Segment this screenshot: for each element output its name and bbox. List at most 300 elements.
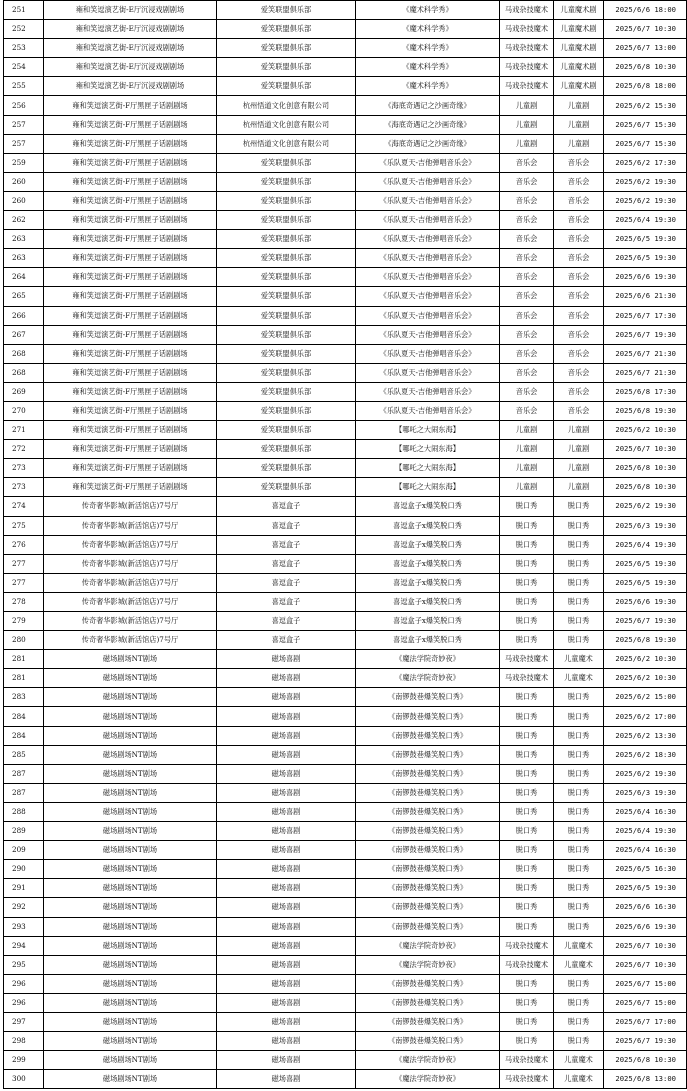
subcategory-cell: 音乐会 xyxy=(554,344,604,363)
venue-cell: 雍和笑逗演艺街-F厅黑匣子话剧剧场 xyxy=(44,249,217,268)
category-cell: 音乐会 xyxy=(500,191,554,210)
subcategory-cell: 音乐会 xyxy=(554,211,604,230)
venue-cell: 雍和笑逗演艺街-F厅黑匣子话剧剧场 xyxy=(44,268,217,287)
category-cell: 脱口秀 xyxy=(500,1032,554,1051)
table-row xyxy=(4,306,687,325)
category-cell: 脱口秀 xyxy=(500,592,554,611)
show-title-cell: 【哪吒之大闹东海】 xyxy=(356,478,500,497)
subcategory-cell: 儿童剧 xyxy=(554,421,604,440)
organizer-cell: 爱笑联盟俱乐部 xyxy=(217,459,356,478)
table-row xyxy=(4,688,687,707)
show-time-cell: 2025/6/8 19:30 xyxy=(604,401,687,420)
table-row xyxy=(4,249,687,268)
show-time-cell: 2025/6/8 17:30 xyxy=(604,382,687,401)
category-cell: 马戏杂技魔术 xyxy=(500,1051,554,1070)
show-time-cell: 2025/6/2 10:30 xyxy=(604,669,687,688)
category-cell: 音乐会 xyxy=(500,325,554,344)
category-cell: 脱口秀 xyxy=(500,497,554,516)
subcategory-cell: 脱口秀 xyxy=(554,631,604,650)
show-time-cell: 2025/6/4 16:30 xyxy=(604,841,687,860)
table-row xyxy=(4,554,687,573)
show-title-cell: 《南锣鼓巷爆笑脱口秀》 xyxy=(356,1012,500,1031)
category-cell: 音乐会 xyxy=(500,211,554,230)
show-title-cell: 《乐队夏天-吉他弹唱音乐会》 xyxy=(356,287,500,306)
venue-cell: 磁场剧场NT剧场 xyxy=(44,822,217,841)
row-number-cell: 287 xyxy=(4,783,44,802)
show-title-cell: 《海底奇遇记之沙画奇缘》 xyxy=(356,96,500,115)
venue-cell: 传奇奢华影城(新活馆店)7号厅 xyxy=(44,554,217,573)
venue-cell: 磁场剧场NT剧场 xyxy=(44,783,217,802)
show-time-cell: 2025/6/5 19:30 xyxy=(604,879,687,898)
organizer-cell: 喜逗盒子 xyxy=(217,573,356,592)
subcategory-cell: 儿童魔术剧 xyxy=(554,39,604,58)
organizer-cell: 喜逗盒子 xyxy=(217,497,356,516)
venue-cell: 雍和笑逗演艺街-E厅沉浸戏剧剧场 xyxy=(44,77,217,96)
show-time-cell: 2025/6/4 19:30 xyxy=(604,822,687,841)
venue-cell: 雍和笑逗演艺街-F厅黑匣子话剧剧场 xyxy=(44,325,217,344)
subcategory-cell: 音乐会 xyxy=(554,230,604,249)
show-time-cell: 2025/6/2 19:30 xyxy=(604,191,687,210)
show-time-cell: 2025/6/2 10:30 xyxy=(604,650,687,669)
organizer-cell: 爱笑联盟俱乐部 xyxy=(217,58,356,77)
venue-cell: 雍和笑逗演艺街-E厅沉浸戏剧剧场 xyxy=(44,39,217,58)
show-time-cell: 2025/6/7 21:30 xyxy=(604,363,687,382)
show-title-cell: 《魔法学院奇妙夜》 xyxy=(356,955,500,974)
show-title-cell: 【哪吒之大闹东海】 xyxy=(356,459,500,478)
show-title-cell: 喜逗盒子x爆笑脱口秀 xyxy=(356,554,500,573)
organizer-cell: 磁场喜剧 xyxy=(217,993,356,1012)
organizer-cell: 磁场喜剧 xyxy=(217,822,356,841)
show-title-cell: 《南锣鼓巷爆笑脱口秀》 xyxy=(356,707,500,726)
show-title-cell: 《南锣鼓巷爆笑脱口秀》 xyxy=(356,688,500,707)
row-number-cell: 296 xyxy=(4,974,44,993)
subcategory-cell: 音乐会 xyxy=(554,401,604,420)
show-time-cell: 2025/6/6 16:30 xyxy=(604,898,687,917)
row-number-cell: 268 xyxy=(4,344,44,363)
subcategory-cell: 音乐会 xyxy=(554,268,604,287)
row-number-cell: 300 xyxy=(4,1070,44,1089)
category-cell: 马戏杂技魔术 xyxy=(500,20,554,39)
table-row xyxy=(4,268,687,287)
organizer-cell: 磁场喜剧 xyxy=(217,879,356,898)
subcategory-cell: 脱口秀 xyxy=(554,707,604,726)
organizer-cell: 磁场喜剧 xyxy=(217,783,356,802)
row-number-cell: 284 xyxy=(4,726,44,745)
table-row xyxy=(4,631,687,650)
table-row xyxy=(4,860,687,879)
table-row xyxy=(4,459,687,478)
subcategory-cell: 音乐会 xyxy=(554,363,604,382)
table-row xyxy=(4,421,687,440)
show-title-cell: 喜逗盒子x爆笑脱口秀 xyxy=(356,497,500,516)
table-row xyxy=(4,478,687,497)
table-row xyxy=(4,745,687,764)
organizer-cell: 磁场喜剧 xyxy=(217,841,356,860)
show-time-cell: 2025/6/8 19:30 xyxy=(604,631,687,650)
row-number-cell: 292 xyxy=(4,898,44,917)
venue-cell: 雍和笑逗演艺街-E厅沉浸戏剧剧场 xyxy=(44,1,217,20)
table-row xyxy=(4,497,687,516)
show-time-cell: 2025/6/7 13:00 xyxy=(604,39,687,58)
row-number-cell: 281 xyxy=(4,669,44,688)
venue-cell: 磁场剧场NT剧场 xyxy=(44,917,217,936)
table-row xyxy=(4,936,687,955)
venue-cell: 传奇奢华影城(新活馆店)7号厅 xyxy=(44,592,217,611)
category-cell: 脱口秀 xyxy=(500,974,554,993)
show-time-cell: 2025/6/8 10:30 xyxy=(604,478,687,497)
table-row xyxy=(4,1070,687,1089)
category-cell: 脱口秀 xyxy=(500,802,554,821)
category-cell: 儿童剧 xyxy=(500,459,554,478)
row-number-cell: 265 xyxy=(4,287,44,306)
venue-cell: 雍和笑逗演艺街-F厅黑匣子话剧剧场 xyxy=(44,344,217,363)
show-time-cell: 2025/6/8 10:30 xyxy=(604,459,687,478)
organizer-cell: 磁场喜剧 xyxy=(217,1051,356,1070)
table-row xyxy=(4,20,687,39)
table-row xyxy=(4,115,687,134)
venue-cell: 传奇奢华影城(新活馆店)7号厅 xyxy=(44,516,217,535)
show-title-cell: 喜逗盒子x爆笑脱口秀 xyxy=(356,592,500,611)
category-cell: 脱口秀 xyxy=(500,993,554,1012)
show-title-cell: 《南锣鼓巷爆笑脱口秀》 xyxy=(356,841,500,860)
show-time-cell: 2025/6/3 19:30 xyxy=(604,783,687,802)
row-number-cell: 288 xyxy=(4,802,44,821)
venue-cell: 雍和笑逗演艺街-E厅沉浸戏剧剧场 xyxy=(44,58,217,77)
row-number-cell: 271 xyxy=(4,421,44,440)
row-number-cell: 259 xyxy=(4,153,44,172)
venue-cell: 传奇奢华影城(新活馆店)7号厅 xyxy=(44,631,217,650)
subcategory-cell: 脱口秀 xyxy=(554,822,604,841)
table-row xyxy=(4,1032,687,1051)
show-title-cell: 《乐队夏天-吉他弹唱音乐会》 xyxy=(356,230,500,249)
show-time-cell: 2025/6/7 15:00 xyxy=(604,974,687,993)
row-number-cell: 267 xyxy=(4,325,44,344)
subcategory-cell: 脱口秀 xyxy=(554,898,604,917)
row-number-cell: 283 xyxy=(4,688,44,707)
subcategory-cell: 脱口秀 xyxy=(554,745,604,764)
category-cell: 脱口秀 xyxy=(500,1012,554,1031)
row-number-cell: 298 xyxy=(4,1032,44,1051)
table-row xyxy=(4,287,687,306)
organizer-cell: 喜逗盒子 xyxy=(217,631,356,650)
table-row xyxy=(4,77,687,96)
category-cell: 脱口秀 xyxy=(500,745,554,764)
organizer-cell: 爱笑联盟俱乐部 xyxy=(217,440,356,459)
venue-cell: 磁场剧场NT剧场 xyxy=(44,745,217,764)
venue-cell: 雍和笑逗演艺街-F厅黑匣子话剧剧场 xyxy=(44,306,217,325)
row-number-cell: 296 xyxy=(4,993,44,1012)
show-title-cell: 《南锣鼓巷爆笑脱口秀》 xyxy=(356,1032,500,1051)
subcategory-cell: 儿童魔术 xyxy=(554,955,604,974)
show-title-cell: 《乐队夏天-吉他弹唱音乐会》 xyxy=(356,211,500,230)
show-time-cell: 2025/6/2 19:30 xyxy=(604,764,687,783)
organizer-cell: 磁场喜剧 xyxy=(217,955,356,974)
category-cell: 儿童剧 xyxy=(500,96,554,115)
organizer-cell: 磁场喜剧 xyxy=(217,1012,356,1031)
organizer-cell: 磁场喜剧 xyxy=(217,669,356,688)
organizer-cell: 磁场喜剧 xyxy=(217,1032,356,1051)
venue-cell: 磁场剧场NT剧场 xyxy=(44,1051,217,1070)
subcategory-cell: 儿童剧 xyxy=(554,134,604,153)
venue-cell: 雍和笑逗演艺街-F厅黑匣子话剧剧场 xyxy=(44,363,217,382)
performance-schedule-table xyxy=(3,0,687,1089)
table-row xyxy=(4,650,687,669)
show-title-cell: 《魔术科学秀》 xyxy=(356,20,500,39)
subcategory-cell: 儿童魔术剧 xyxy=(554,77,604,96)
category-cell: 脱口秀 xyxy=(500,631,554,650)
show-time-cell: 2025/6/2 15:00 xyxy=(604,688,687,707)
organizer-cell: 爱笑联盟俱乐部 xyxy=(217,325,356,344)
venue-cell: 磁场剧场NT剧场 xyxy=(44,974,217,993)
table-row xyxy=(4,707,687,726)
show-title-cell: 《乐队夏天-吉他弹唱音乐会》 xyxy=(356,249,500,268)
category-cell: 脱口秀 xyxy=(500,841,554,860)
show-title-cell: 《南锣鼓巷爆笑脱口秀》 xyxy=(356,764,500,783)
organizer-cell: 杭州悟道文化创意有限公司 xyxy=(217,115,356,134)
show-time-cell: 2025/6/5 19:30 xyxy=(604,573,687,592)
organizer-cell: 爱笑联盟俱乐部 xyxy=(217,363,356,382)
organizer-cell: 爱笑联盟俱乐部 xyxy=(217,172,356,191)
table-row xyxy=(4,172,687,191)
subcategory-cell: 脱口秀 xyxy=(554,612,604,631)
subcategory-cell: 儿童魔术剧 xyxy=(554,1,604,20)
show-time-cell: 2025/6/2 15:30 xyxy=(604,96,687,115)
show-time-cell: 2025/6/5 16:30 xyxy=(604,860,687,879)
subcategory-cell: 儿童剧 xyxy=(554,478,604,497)
show-title-cell: 《南锣鼓巷爆笑脱口秀》 xyxy=(356,879,500,898)
show-title-cell: 《魔术科学秀》 xyxy=(356,39,500,58)
show-time-cell: 2025/6/6 19:30 xyxy=(604,917,687,936)
show-title-cell: 《南锣鼓巷爆笑脱口秀》 xyxy=(356,898,500,917)
category-cell: 脱口秀 xyxy=(500,764,554,783)
row-number-cell: 299 xyxy=(4,1051,44,1070)
subcategory-cell: 儿童魔术 xyxy=(554,669,604,688)
schedule-sheet xyxy=(3,0,687,1089)
venue-cell: 传奇奢华影城(新活馆店)7号厅 xyxy=(44,497,217,516)
row-number-cell: 269 xyxy=(4,382,44,401)
category-cell: 脱口秀 xyxy=(500,898,554,917)
venue-cell: 磁场剧场NT剧场 xyxy=(44,955,217,974)
organizer-cell: 磁场喜剧 xyxy=(217,802,356,821)
organizer-cell: 喜逗盒子 xyxy=(217,612,356,631)
row-number-cell: 277 xyxy=(4,554,44,573)
category-cell: 马戏杂技魔术 xyxy=(500,1,554,20)
organizer-cell: 爱笑联盟俱乐部 xyxy=(217,401,356,420)
show-time-cell: 2025/6/8 10:30 xyxy=(604,1051,687,1070)
venue-cell: 雍和笑逗演艺街-F厅黑匣子话剧剧场 xyxy=(44,115,217,134)
category-cell: 脱口秀 xyxy=(500,573,554,592)
category-cell: 脱口秀 xyxy=(500,516,554,535)
subcategory-cell: 脱口秀 xyxy=(554,879,604,898)
show-time-cell: 2025/6/4 19:30 xyxy=(604,535,687,554)
category-cell: 脱口秀 xyxy=(500,917,554,936)
organizer-cell: 爱笑联盟俱乐部 xyxy=(217,478,356,497)
row-number-cell: 280 xyxy=(4,631,44,650)
subcategory-cell: 脱口秀 xyxy=(554,497,604,516)
row-number-cell: 263 xyxy=(4,230,44,249)
table-row xyxy=(4,764,687,783)
show-time-cell: 2025/6/7 10:30 xyxy=(604,936,687,955)
row-number-cell: 284 xyxy=(4,707,44,726)
organizer-cell: 磁场喜剧 xyxy=(217,688,356,707)
category-cell: 音乐会 xyxy=(500,401,554,420)
row-number-cell: 268 xyxy=(4,363,44,382)
show-title-cell: 《魔法学院奇妙夜》 xyxy=(356,1070,500,1089)
show-time-cell: 2025/6/7 19:30 xyxy=(604,325,687,344)
subcategory-cell: 儿童魔术 xyxy=(554,936,604,955)
organizer-cell: 磁场喜剧 xyxy=(217,707,356,726)
table-row xyxy=(4,993,687,1012)
subcategory-cell: 儿童剧 xyxy=(554,440,604,459)
venue-cell: 雍和笑逗演艺街-F厅黑匣子话剧剧场 xyxy=(44,153,217,172)
row-number-cell: 272 xyxy=(4,440,44,459)
show-title-cell: 《南锣鼓巷爆笑脱口秀》 xyxy=(356,783,500,802)
show-title-cell: 《魔术科学秀》 xyxy=(356,58,500,77)
show-title-cell: 《魔法学院奇妙夜》 xyxy=(356,1051,500,1070)
venue-cell: 磁场剧场NT剧场 xyxy=(44,1012,217,1031)
show-time-cell: 2025/6/7 21:30 xyxy=(604,344,687,363)
table-row xyxy=(4,516,687,535)
show-time-cell: 2025/6/7 17:30 xyxy=(604,306,687,325)
show-title-cell: 《乐队夏天-吉他弹唱音乐会》 xyxy=(356,191,500,210)
subcategory-cell: 脱口秀 xyxy=(554,764,604,783)
organizer-cell: 爱笑联盟俱乐部 xyxy=(217,249,356,268)
show-title-cell: 喜逗盒子x爆笑脱口秀 xyxy=(356,631,500,650)
venue-cell: 雍和笑逗演艺街-F厅黑匣子话剧剧场 xyxy=(44,421,217,440)
row-number-cell: 279 xyxy=(4,612,44,631)
category-cell: 儿童剧 xyxy=(500,115,554,134)
organizer-cell: 杭州悟道文化创意有限公司 xyxy=(217,134,356,153)
organizer-cell: 爱笑联盟俱乐部 xyxy=(217,20,356,39)
row-number-cell: 275 xyxy=(4,516,44,535)
category-cell: 马戏杂技魔术 xyxy=(500,58,554,77)
organizer-cell: 爱笑联盟俱乐部 xyxy=(217,344,356,363)
table-row xyxy=(4,1051,687,1070)
table-row xyxy=(4,363,687,382)
table-row xyxy=(4,39,687,58)
venue-cell: 传奇奢华影城(新活馆店)7号厅 xyxy=(44,535,217,554)
row-number-cell: 289 xyxy=(4,822,44,841)
organizer-cell: 爱笑联盟俱乐部 xyxy=(217,211,356,230)
table-body xyxy=(4,1,687,1089)
category-cell: 音乐会 xyxy=(500,230,554,249)
organizer-cell: 磁场喜剧 xyxy=(217,860,356,879)
row-number-cell: 254 xyxy=(4,58,44,77)
show-title-cell: 《魔法学院奇妙夜》 xyxy=(356,650,500,669)
category-cell: 马戏杂技魔术 xyxy=(500,77,554,96)
organizer-cell: 爱笑联盟俱乐部 xyxy=(217,191,356,210)
show-time-cell: 2025/6/7 10:30 xyxy=(604,440,687,459)
venue-cell: 雍和笑逗演艺街-F厅黑匣子话剧剧场 xyxy=(44,172,217,191)
subcategory-cell: 脱口秀 xyxy=(554,535,604,554)
table-row xyxy=(4,230,687,249)
table-row xyxy=(4,382,687,401)
organizer-cell: 爱笑联盟俱乐部 xyxy=(217,39,356,58)
show-time-cell: 2025/6/5 19:30 xyxy=(604,230,687,249)
show-time-cell: 2025/6/3 19:30 xyxy=(604,516,687,535)
organizer-cell: 磁场喜剧 xyxy=(217,917,356,936)
subcategory-cell: 儿童魔术 xyxy=(554,1051,604,1070)
show-time-cell: 2025/6/7 19:30 xyxy=(604,612,687,631)
table-row xyxy=(4,955,687,974)
organizer-cell: 磁场喜剧 xyxy=(217,745,356,764)
show-time-cell: 2025/6/2 10:30 xyxy=(604,421,687,440)
row-number-cell: 293 xyxy=(4,917,44,936)
category-cell: 儿童剧 xyxy=(500,440,554,459)
category-cell: 脱口秀 xyxy=(500,726,554,745)
show-title-cell: 【哪吒之大闹东海】 xyxy=(356,440,500,459)
category-cell: 脱口秀 xyxy=(500,707,554,726)
venue-cell: 雍和笑逗演艺街-F厅黑匣子话剧剧场 xyxy=(44,287,217,306)
category-cell: 儿童剧 xyxy=(500,421,554,440)
show-title-cell: 喜逗盒子x爆笑脱口秀 xyxy=(356,573,500,592)
venue-cell: 磁场剧场NT剧场 xyxy=(44,669,217,688)
category-cell: 脱口秀 xyxy=(500,860,554,879)
organizer-cell: 磁场喜剧 xyxy=(217,764,356,783)
table-row xyxy=(4,783,687,802)
row-number-cell: 252 xyxy=(4,20,44,39)
show-title-cell: 《魔法学院奇妙夜》 xyxy=(356,936,500,955)
row-number-cell: 263 xyxy=(4,249,44,268)
venue-cell: 雍和笑逗演艺街-F厅黑匣子话剧剧场 xyxy=(44,230,217,249)
category-cell: 马戏杂技魔术 xyxy=(500,936,554,955)
show-title-cell: 《南锣鼓巷爆笑脱口秀》 xyxy=(356,726,500,745)
show-time-cell: 2025/6/2 13:30 xyxy=(604,726,687,745)
table-row xyxy=(4,1,687,20)
row-number-cell: 253 xyxy=(4,39,44,58)
venue-cell: 雍和笑逗演艺街-F厅黑匣子话剧剧场 xyxy=(44,459,217,478)
category-cell: 脱口秀 xyxy=(500,783,554,802)
row-number-cell: 257 xyxy=(4,134,44,153)
category-cell: 马戏杂技魔术 xyxy=(500,1070,554,1089)
organizer-cell: 磁场喜剧 xyxy=(217,898,356,917)
row-number-cell: 260 xyxy=(4,191,44,210)
show-title-cell: 《南锣鼓巷爆笑脱口秀》 xyxy=(356,745,500,764)
show-time-cell: 2025/6/2 17:00 xyxy=(604,707,687,726)
category-cell: 音乐会 xyxy=(500,344,554,363)
venue-cell: 磁场剧场NT剧场 xyxy=(44,993,217,1012)
row-number-cell: 290 xyxy=(4,860,44,879)
show-time-cell: 2025/6/4 16:30 xyxy=(604,802,687,821)
show-title-cell: 《魔法学院奇妙夜》 xyxy=(356,669,500,688)
organizer-cell: 杭州悟道文化创意有限公司 xyxy=(217,96,356,115)
row-number-cell: 297 xyxy=(4,1012,44,1031)
table-row xyxy=(4,974,687,993)
category-cell: 音乐会 xyxy=(500,172,554,191)
show-title-cell: 喜逗盒子x爆笑脱口秀 xyxy=(356,612,500,631)
show-time-cell: 2025/6/6 19:30 xyxy=(604,592,687,611)
category-cell: 马戏杂技魔术 xyxy=(500,39,554,58)
show-time-cell: 2025/6/5 19:30 xyxy=(604,554,687,573)
venue-cell: 磁场剧场NT剧场 xyxy=(44,860,217,879)
table-row xyxy=(4,573,687,592)
venue-cell: 雍和笑逗演艺街-F厅黑匣子话剧剧场 xyxy=(44,96,217,115)
show-title-cell: 《乐队夏天-吉他弹唱音乐会》 xyxy=(356,172,500,191)
table-row xyxy=(4,134,687,153)
table-row xyxy=(4,726,687,745)
table-row xyxy=(4,612,687,631)
show-title-cell: 《乐队夏天-吉他弹唱音乐会》 xyxy=(356,306,500,325)
organizer-cell: 爱笑联盟俱乐部 xyxy=(217,287,356,306)
show-title-cell: 《乐队夏天-吉他弹唱音乐会》 xyxy=(356,153,500,172)
category-cell: 马戏杂技魔术 xyxy=(500,669,554,688)
show-time-cell: 2025/6/2 18:30 xyxy=(604,745,687,764)
show-title-cell: 《海底奇遇记之沙画奇缘》 xyxy=(356,115,500,134)
subcategory-cell: 脱口秀 xyxy=(554,688,604,707)
show-time-cell: 2025/6/7 15:30 xyxy=(604,134,687,153)
subcategory-cell: 脱口秀 xyxy=(554,993,604,1012)
show-time-cell: 2025/6/2 19:30 xyxy=(604,497,687,516)
